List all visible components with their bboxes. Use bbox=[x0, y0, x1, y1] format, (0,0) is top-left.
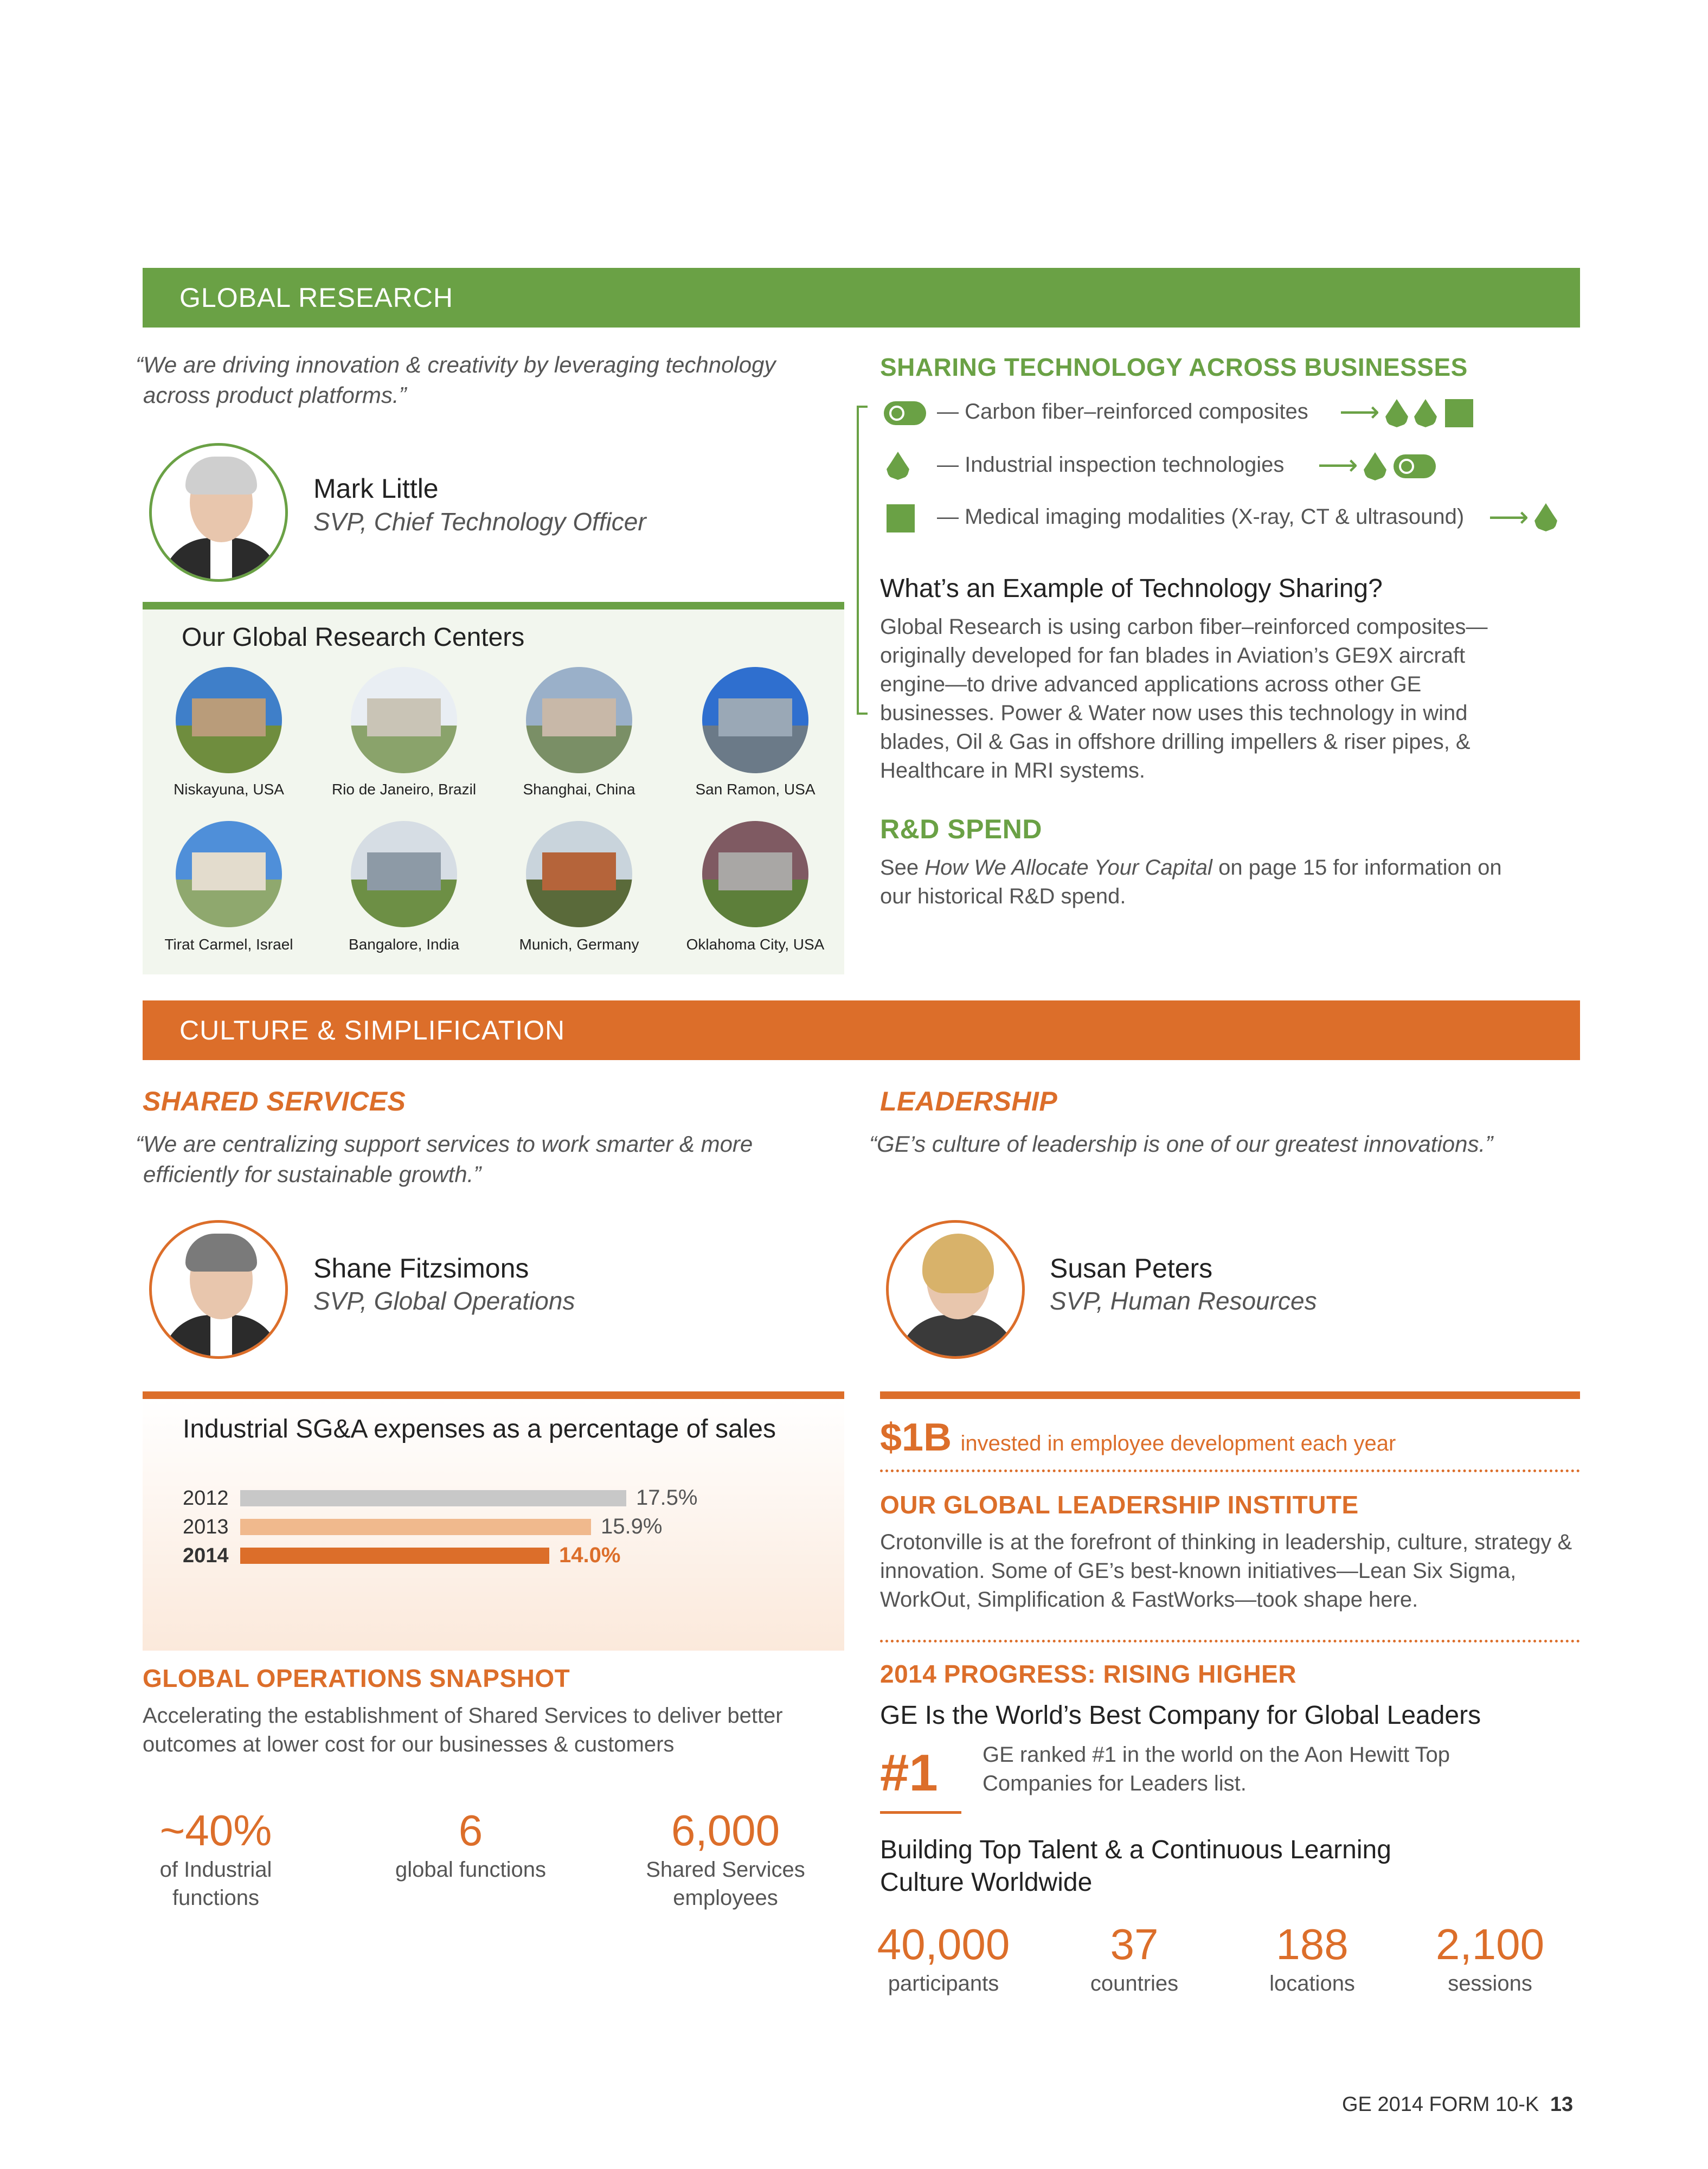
bar-2014 bbox=[240, 1548, 549, 1564]
person-title: SVP, Global Operations bbox=[313, 1287, 575, 1315]
footer bbox=[1342, 2093, 1573, 2116]
research-center-photo bbox=[702, 821, 808, 927]
rank-underline bbox=[880, 1811, 961, 1814]
stat-label: of Industrial functions bbox=[159, 1858, 272, 1910]
avatar-shane-fitzsimons bbox=[149, 1220, 288, 1359]
research-centers-title: Our Global Research Centers bbox=[182, 623, 525, 652]
stat-value: 2,100 bbox=[1435, 1920, 1545, 1968]
person-title: SVP, Chief Technology Officer bbox=[313, 508, 646, 536]
best-company-title: GE Is the World’s Best Company for Global Leaders bbox=[880, 1701, 1481, 1730]
bar-category-label: 2012 bbox=[183, 1487, 229, 1510]
investment-text: invested in employee development each year bbox=[960, 1432, 1396, 1455]
bar-category-label: 2014 bbox=[183, 1544, 229, 1567]
ops-snapshot-title: GLOBAL OPERATIONS SNAPSHOT bbox=[143, 1664, 570, 1692]
research-center-photo bbox=[526, 667, 632, 773]
stat-value: ~40% bbox=[159, 1806, 272, 1854]
talent-title: Building Top Talent & a Continuous Learning Culture Worldwide bbox=[880, 1836, 1391, 1897]
stat-label: sessions bbox=[1448, 1972, 1532, 1995]
engine-icon bbox=[884, 401, 926, 428]
oil-drop-icon bbox=[1414, 399, 1437, 430]
research-center-label: Niskayuna, USA bbox=[174, 781, 284, 798]
research-center-photo bbox=[526, 821, 632, 927]
bar-value-label: 17.5% bbox=[636, 1486, 698, 1510]
research-center-label: Shanghai, China bbox=[523, 781, 635, 798]
sharing-item-composites: — Carbon fiber–reinforced composites bbox=[937, 400, 1308, 423]
investment-amount: $1B bbox=[880, 1416, 952, 1459]
oil-drop-icon bbox=[887, 452, 909, 483]
research-center-label: Rio de Janeiro, Brazil bbox=[331, 781, 477, 798]
stat-label: locations bbox=[1269, 1972, 1355, 1995]
research-center-label: Tirat Carmel, Israel bbox=[164, 936, 293, 953]
bar-2012 bbox=[240, 1490, 626, 1506]
global-research-band bbox=[143, 268, 1580, 328]
shared-services-title: SHARED SERVICES bbox=[143, 1086, 406, 1116]
leadership-title: LEADERSHIP bbox=[880, 1086, 1058, 1116]
divider bbox=[880, 1469, 1580, 1472]
research-center-label: Munich, Germany bbox=[519, 936, 639, 953]
person-title: SVP, Human Resources bbox=[1050, 1287, 1317, 1315]
rd-spend-text: See How We Allocate Your Capital on page 15 for information on our historical R&D spend. bbox=[880, 856, 1502, 908]
global-research-title: GLOBAL RESEARCH bbox=[179, 283, 453, 313]
culture-title: CULTURE & SIMPLIFICATION bbox=[179, 1015, 566, 1045]
sharing-bracket bbox=[857, 406, 868, 715]
stat-value: 37 bbox=[1110, 1920, 1159, 1968]
research-center-photo bbox=[176, 821, 282, 927]
sga-chart-title: Industrial SG&A expenses as a percentage of sales bbox=[183, 1415, 776, 1443]
divider bbox=[880, 1640, 1580, 1642]
person-name: Mark Little bbox=[313, 473, 439, 504]
stat-value: 40,000 bbox=[877, 1920, 1010, 1968]
arrow-right-icon: ⟶ bbox=[1488, 502, 1529, 533]
stat-label: countries bbox=[1090, 1972, 1179, 1995]
shared-services-quote: “We are centralizing support services to work smarter & more efficiently for sustainable growth.” bbox=[136, 1131, 753, 1187]
power-drop-icon bbox=[1364, 452, 1386, 483]
bar-value-label: 15.9% bbox=[601, 1515, 663, 1538]
hospital-icon bbox=[887, 504, 915, 535]
investment-line bbox=[880, 1415, 1396, 1460]
rd-spend-title: R&D SPEND bbox=[880, 814, 1042, 844]
institute-title: OUR GLOBAL LEADERSHIP INSTITUTE bbox=[880, 1491, 1359, 1519]
stat-value: 188 bbox=[1276, 1920, 1349, 1968]
leadership-quote: “GE’s culture of leadership is one of our greatest innovations.” bbox=[869, 1131, 1493, 1157]
stat-label: global functions bbox=[395, 1858, 546, 1882]
stat-value: 6,000 bbox=[671, 1806, 780, 1854]
rank-number: #1 bbox=[880, 1744, 938, 1802]
page-number: 13 bbox=[1550, 2093, 1574, 2116]
arrow-right-icon: ⟶ bbox=[1318, 450, 1358, 481]
institute-text: Crotonville is at the forefront of thinking in leadership, culture, strategy & innovation. Some of GE’s best-known initiatives—Lean Six Sigma, WorkOut, Simplification & FastWorks—took shape here. bbox=[880, 1530, 1572, 1612]
research-center-label: Bangalore, India bbox=[349, 936, 459, 953]
stat-label: participants bbox=[888, 1972, 999, 1995]
progress-title: 2014 PROGRESS: RISING HIGHER bbox=[880, 1660, 1297, 1688]
avatar-susan-peters bbox=[886, 1220, 1025, 1359]
leadership-rule bbox=[880, 1391, 1580, 1399]
engine-icon bbox=[1394, 454, 1436, 481]
ops-snapshot-text: Accelerating the establishment of Shared Services to deliver better outcomes at lower cost for our businesses & customers bbox=[143, 1704, 783, 1756]
research-center-label: San Ramon, USA bbox=[695, 781, 816, 798]
research-quote: “We are driving innovation & creativity by leveraging technology across product platforms.” bbox=[136, 352, 776, 408]
research-center-photo bbox=[351, 821, 457, 927]
sharing-item-inspection: — Industrial inspection technologies bbox=[937, 453, 1285, 477]
footer-text: GE 2014 FORM 10-K bbox=[1342, 2093, 1539, 2116]
sharing-item-imaging: — Medical imaging modalities (X-ray, CT & ultrasound) bbox=[937, 505, 1465, 529]
avatar-mark-little bbox=[149, 443, 288, 582]
example-text: Global Research is using carbon fiber–reinforced composites—originally developed for fan blades in Aviation’s GE9X aircraft engine—to drive advanced applications across other GE businesses. Power & Water now uses this technology in wind blades, Oil & Gas in offshore drilling impellers & riser pipes, & Healthcare in MRI systems. bbox=[880, 615, 1488, 782]
research-center-photo bbox=[351, 667, 457, 773]
culture-band bbox=[143, 1000, 1580, 1060]
research-center-photo bbox=[176, 667, 282, 773]
sharing-title: SHARING TECHNOLOGY ACROSS BUSINESSES bbox=[880, 353, 1468, 381]
rd-spend-link: How We Allocate Your Capital bbox=[924, 856, 1212, 880]
power-drop-icon bbox=[1385, 399, 1408, 430]
person-name: Susan Peters bbox=[1050, 1253, 1213, 1284]
research-center-photo bbox=[702, 667, 808, 773]
arrow-right-icon: ⟶ bbox=[1339, 396, 1380, 428]
bar-value-label: 14.0% bbox=[559, 1543, 621, 1567]
bar-2013 bbox=[240, 1519, 591, 1535]
research-center-label: Oklahoma City, USA bbox=[686, 936, 825, 953]
rank-text: GE ranked #1 in the world on the Aon Hewitt Top Companies for Leaders list. bbox=[983, 1743, 1450, 1795]
stat-label: Shared Services employees bbox=[646, 1858, 805, 1910]
example-title: What’s an Example of Technology Sharing? bbox=[880, 574, 1383, 603]
hospital-icon bbox=[1445, 399, 1473, 430]
bar-category-label: 2013 bbox=[183, 1516, 229, 1538]
oil-drop-icon bbox=[1534, 503, 1557, 534]
person-name: Shane Fitzsimons bbox=[313, 1253, 529, 1284]
stat-value: 6 bbox=[458, 1806, 483, 1854]
